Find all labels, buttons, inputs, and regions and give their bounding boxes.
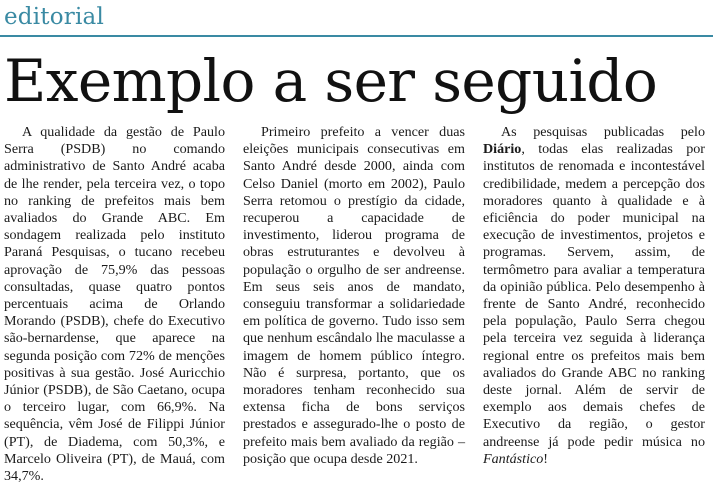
col3-text-mid: , todas elas realizadas por institutos de renomada e incontestável credibilidade, medem a percepção dos moradores quanto à qualidade e à eficiência do poder municipal na execução de investimentos, projetos e programas. Servem, assim, de termômetro para avaliar a temperatura da opinião pública. Pelo desempenho à frente de Santo André, reconhecido pela população, Paulo Serra chegou pela terceira vez seguida à liderança regional entre os prefeitos mais bem avaliados do Grande ABC no ranking deste jornal. Além de servir de exemplo aos demais chefes de Executivo da região, o gestor andreense já pode pedir música no — [483, 141, 705, 450]
section-label: editorial — [4, 4, 104, 30]
article-column-3 — [483, 124, 705, 467]
tv-show-name-italic: Fantástico — [483, 450, 544, 467]
column-2-paragraph: Primeiro prefeito a vencer duas eleições municipais consecutivas em Santo André desde 2000, ainda com Celso Daniel (morto em 2002), Paulo Serra retomou o prestígio da cidade, recuperou a capacidade de investimento, liderou programa de obras estruturantes e devolveu à população o orgulho de ser andreense. Em seus seis anos de mandato, conseguiu transformar a solidariedade em política de governo. Tudo isso sem que nenhum escândalo lhe maculasse a imagem de homem público íntegro. Não é surpresa, portanto, que os moradores tenham reconhecido sua extensa ficha de bons serviços prestados e assegurado-lhe o posto de prefeito mais bem avaliado da região – posição que ocupa desde 2021. — [243, 124, 465, 467]
col3-text-end: ! — [543, 450, 548, 467]
section-rule — [0, 35, 713, 37]
column-3-paragraph — [483, 124, 705, 468]
article-column-1 — [4, 124, 225, 485]
newspaper-name-bold: Diário — [483, 141, 522, 158]
column-1-paragraph: A qualidade da gestão de Paulo Serra (PSDB) no comando administrativo de Santo André acaba de lhe render, pela terceira vez, o topo no ranking de prefeitos mais bem avaliados do Grande ABC. Em sondagem realizada pelo instituto Paraná Pesquisas, o tucano recebeu aprovação de 75,9% das pessoas consultadas, quase quatro pontos percentuais acima de Orlando Morando (PSDB), chefe do Executivo são-bernardense, que aparece na segunda posição com 72% de menções positivas à sua gestão. José Auricchio Júnior (PSDB), de São Caetano, ocupa o terceiro lugar, com 66,9%. Na sequência, vêm José de Filippi Júnior (PT), de Diadema, com 50,3%, e Marcelo Oliveira (PT), de Mauá, com 34,7%. — [4, 124, 225, 485]
col3-text-start: As pesquisas publicadas pelo — [501, 124, 705, 140]
article-column-2 — [243, 124, 465, 467]
headline: Exemplo a ser seguido — [4, 47, 658, 115]
